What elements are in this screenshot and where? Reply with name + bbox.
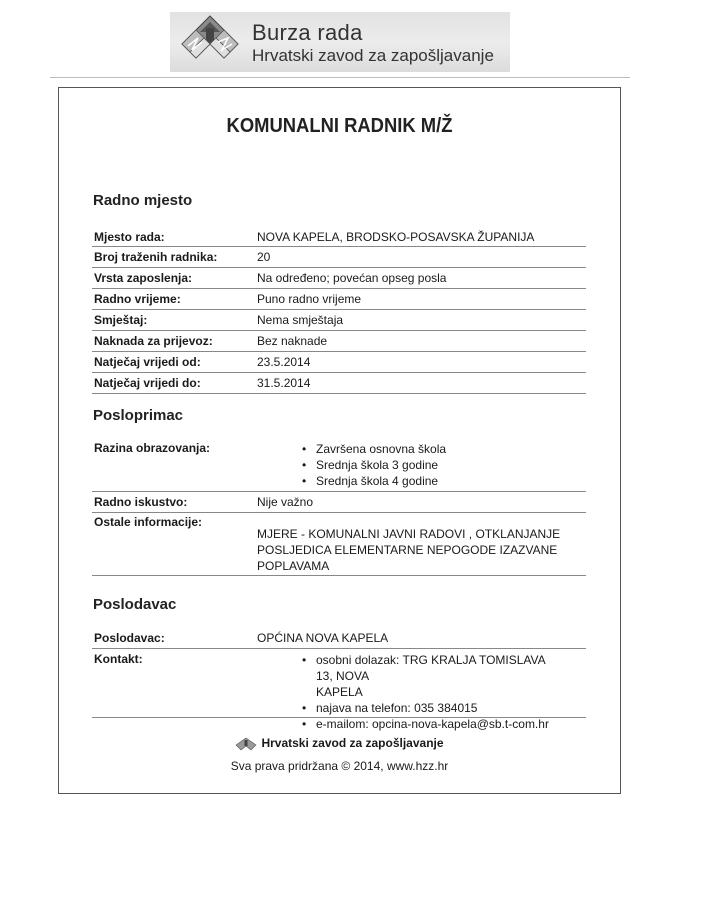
section-heading-poslodavac: Poslodavac: [93, 596, 177, 613]
table-row: [92, 492, 586, 513]
row-label: Natječaj vrijedi od:: [94, 355, 201, 369]
row-label: Naknada za prijevoz:: [94, 334, 213, 348]
other-info-line: POPLAVAMA: [257, 559, 330, 573]
row-value: OPĆINA NOVA KAPELA: [257, 631, 389, 645]
table-row: [92, 331, 586, 352]
row-value: Na određeno; povećan opseg posla: [257, 271, 447, 285]
footer-org: [59, 736, 620, 751]
footer-org-name: Hrvatski zavod za zapošljavanje: [261, 736, 444, 750]
page-title: KOMUNALNI RADNIK M/Ž: [226, 115, 453, 137]
other-info-line: POSLJEDICA ELEMENTARNE NEPOGODE IZAZVANE: [257, 543, 558, 557]
table-row: [92, 513, 586, 576]
row-value: 20: [257, 250, 271, 264]
row-value: 31.5.2014: [257, 376, 311, 390]
hzz-logo-small-icon: [235, 737, 257, 751]
row-label: Vrsta zaposlenja:: [94, 271, 193, 285]
header-divider: [50, 77, 630, 78]
row-label: Radno iskustvo:: [94, 495, 188, 509]
list-item: • Srednja škola 4 godine: [302, 473, 446, 489]
row-label: Radno vrijeme:: [94, 292, 181, 306]
row-label: Smještaj:: [94, 313, 148, 327]
row-label: Razina obrazovanja:: [94, 441, 211, 455]
row-value: Nema smještaja: [257, 313, 344, 327]
banner-subtitle: Hrvatski zavod za zapošljavanje: [252, 46, 494, 65]
row-label: Ostale informacije:: [94, 515, 203, 529]
row-label: Broj traženih radnika:: [94, 250, 218, 264]
table-row: [92, 289, 586, 310]
table-row: [92, 628, 586, 649]
row-value: NOVA KAPELA, BRODSKO-POSAVSKA ŽUPANIJA: [257, 230, 535, 244]
section-heading-radno-mjesto: Radno mjesto: [93, 192, 193, 209]
row-value: Puno radno vrijeme: [257, 292, 362, 306]
section-heading-posloprimac: Posloprimac: [93, 407, 184, 424]
list-item: • najava na telefon: 035 384015: [302, 700, 552, 716]
job-posting-card: [58, 87, 621, 794]
list-item: • e-mailom: opcina-nova-kapela@sb.t-com.hr: [302, 716, 552, 732]
table-row: [92, 438, 586, 492]
banner-title: Burza rada: [252, 20, 363, 45]
other-info-text: [257, 526, 560, 574]
table-row: [92, 247, 586, 268]
contact-address-cont: KAPELA: [316, 685, 363, 699]
footer-copyright: Sva prava pridržana © 2014, www.hzz.hr: [230, 759, 449, 773]
row-label: Kontakt:: [94, 652, 143, 666]
row-label: Poslodavac:: [94, 631, 165, 645]
row-value: Bez naknade: [257, 334, 328, 348]
row-label: Natječaj vrijedi do:: [94, 376, 201, 390]
header-banner: [170, 12, 510, 72]
other-info-line: MJERE - KOMUNALNI JAVNI RADOVI , OTKLANJANJE: [257, 527, 561, 541]
list-item: • Završena osnovna škola: [302, 441, 446, 457]
education-list: [302, 441, 446, 489]
row-value: 23.5.2014: [257, 355, 311, 369]
table-row: [92, 227, 586, 247]
table-row: [92, 268, 586, 289]
list-item: • Srednja škola 3 godine: [302, 457, 446, 473]
table-row: [92, 352, 586, 373]
hzz-logo-icon: [176, 14, 244, 70]
contact-address: osobni dolazak: TRG KRALJA TOMISLAVA 13, NOVA: [316, 653, 546, 683]
list-item: [302, 652, 552, 700]
row-value: Nije važno: [257, 495, 314, 509]
table-row: [92, 310, 586, 331]
table-row: [92, 373, 586, 394]
row-label: Mjesto rada:: [94, 230, 165, 244]
contact-list: [302, 652, 552, 732]
table-row: [92, 649, 586, 731]
